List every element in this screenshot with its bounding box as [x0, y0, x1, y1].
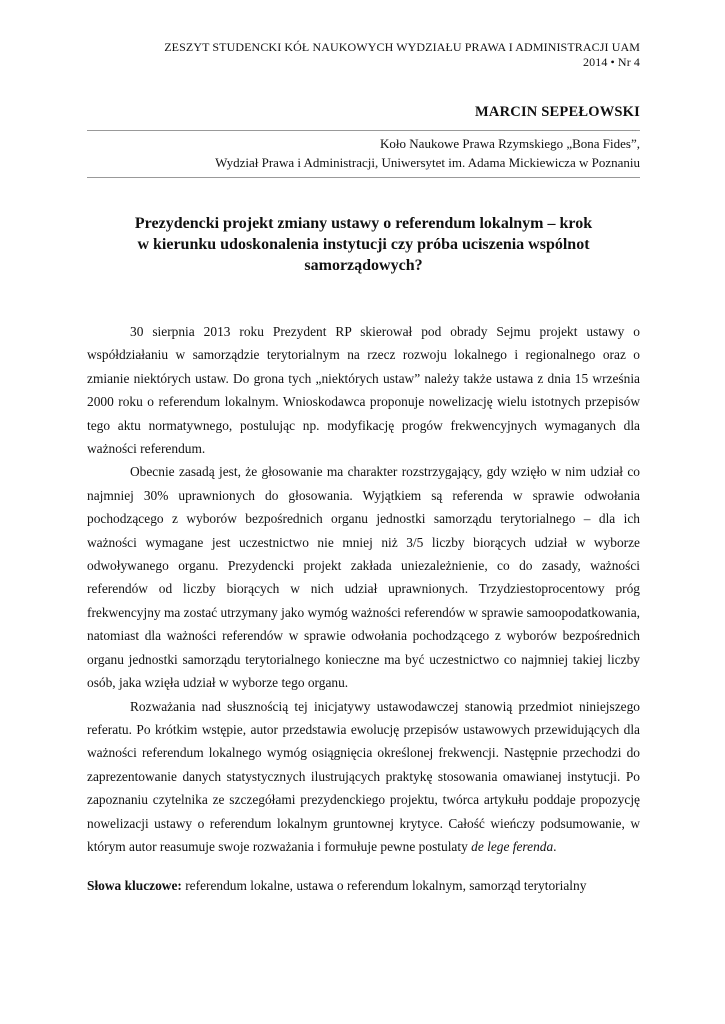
abstract-body: [87, 320, 640, 858]
abstract-paragraph-2: Obecnie zasadą jest, że głosowanie ma charakter rozstrzygający, gdy wzięło w nim udział co najmniej 30% uprawnionych do głosowania. Wyjątkiem są referenda w sprawie odwołania pochodzącego z wyborów bezpośrednich organu jednostki samorządu terytorialnego – dla ich ważności wymagane jest uczestnictwo nie mniej niż 3/5 liczby biorących udział w wyborze odwoływanego organu. Prezydencki projekt zakłada uniezależnienie, co do zasady, ważności referendów od liczby biorących w nich udział uprawnionych. Trzydziestoprocentowy próg frekwencyjny ma zostać utrzymany jako wymóg ważności referendów w sprawie samoopodatkowania, natomiast dla ważności referendów w sprawie odwołania pochodzącego z wyborów bezpośrednich organu jednostki samorządu terytorialnego konieczne ma być uczestnictwo co najmniej takiej liczby osób, jaka wzięła udział w wyborze tego organu.: [87, 464, 640, 691]
author-affiliation: [215, 134, 640, 172]
journal-issue: 2014 • Nr 4: [583, 55, 640, 69]
title-line-2: w kierunku udoskonalenia instytucji czy próba uciszenia wspólnot: [137, 236, 590, 253]
abstract-paragraph-1: 30 sierpnia 2013 roku Prezydent RP skierował pod obrady Sejmu projekt ustawy o współdziałaniu w samorządzie terytorialnym na rzecz rozwoju lokalnego i regionalnego oraz o zmianie niektórych ustaw. Do grona tych „niektórych ustaw” należy także ustawa z dnia 15 września 2000 roku o referendum lokalnym. Wnioskodawca proponuje nowelizację wielu istotnych przepisów tego aktu normatywnego, postulując np. modyfikację progów frekwencyjnych wymaganych dla ważności referendum.: [87, 324, 640, 457]
latin-phrase: de lege ferenda: [471, 838, 554, 854]
affiliation-line-1: Koło Naukowe Prawa Rzymskiego „Bona Fides”,: [380, 136, 640, 151]
paragraph-3-end: .: [553, 838, 557, 854]
paper-title: [100, 213, 627, 276]
journal-name: ZESZYT STUDENCKI KÓŁ NAUKOWYCH WYDZIAŁU PRAWA I ADMINISTRACJI UAM: [164, 40, 640, 54]
paragraph-3-text: Rozważania nad słusznością tej inicjatywy ustawodawczej stanowią przedmiot niniejszego referatu. Po krótkim wstępie, autor przedstawia ewolucję przepisów ustawowych przewidujących dla ważności referendum lokalnego wymóg osiągnięcia określonej frekwencji. Następnie przechodzi do zaprezentowanie danych statystycznych ilustrujących praktykę stosowania omawianej instytucji. Po zapoznaniu czytelnika ze szczegółami prezydenckiego projektu, twórca artykułu poddaje propozycję nowelizacji ustawy o referendum lokalnym gruntownej krytyce. Całość wieńczy podsumowanie, w którym autor reasumuje swoje rozważania i formułuje pewne postulaty: [87, 698, 640, 854]
divider-top: [87, 130, 640, 131]
journal-header: [164, 40, 640, 70]
divider-bottom: [87, 177, 640, 178]
title-line-1: Prezydencki projekt zmiany ustawy o referendum lokalnym – krok: [134, 215, 593, 232]
abstract-paragraph-3: [87, 695, 640, 859]
keywords-section: [87, 876, 640, 896]
affiliation-line-2: Wydział Prawa i Administracji, Uniwersytet im. Adama Mickiewicza w Poznaniu: [215, 155, 640, 170]
title-line-3: samorządowych?: [304, 257, 423, 274]
keywords-list: referendum lokalne, ustawa o referendum lokalnym, samorząd terytorialny: [181, 878, 587, 893]
keywords-label: Słowa kluczowe:: [87, 878, 182, 893]
author-name: MARCIN SEPEŁOWSKI: [475, 104, 640, 120]
